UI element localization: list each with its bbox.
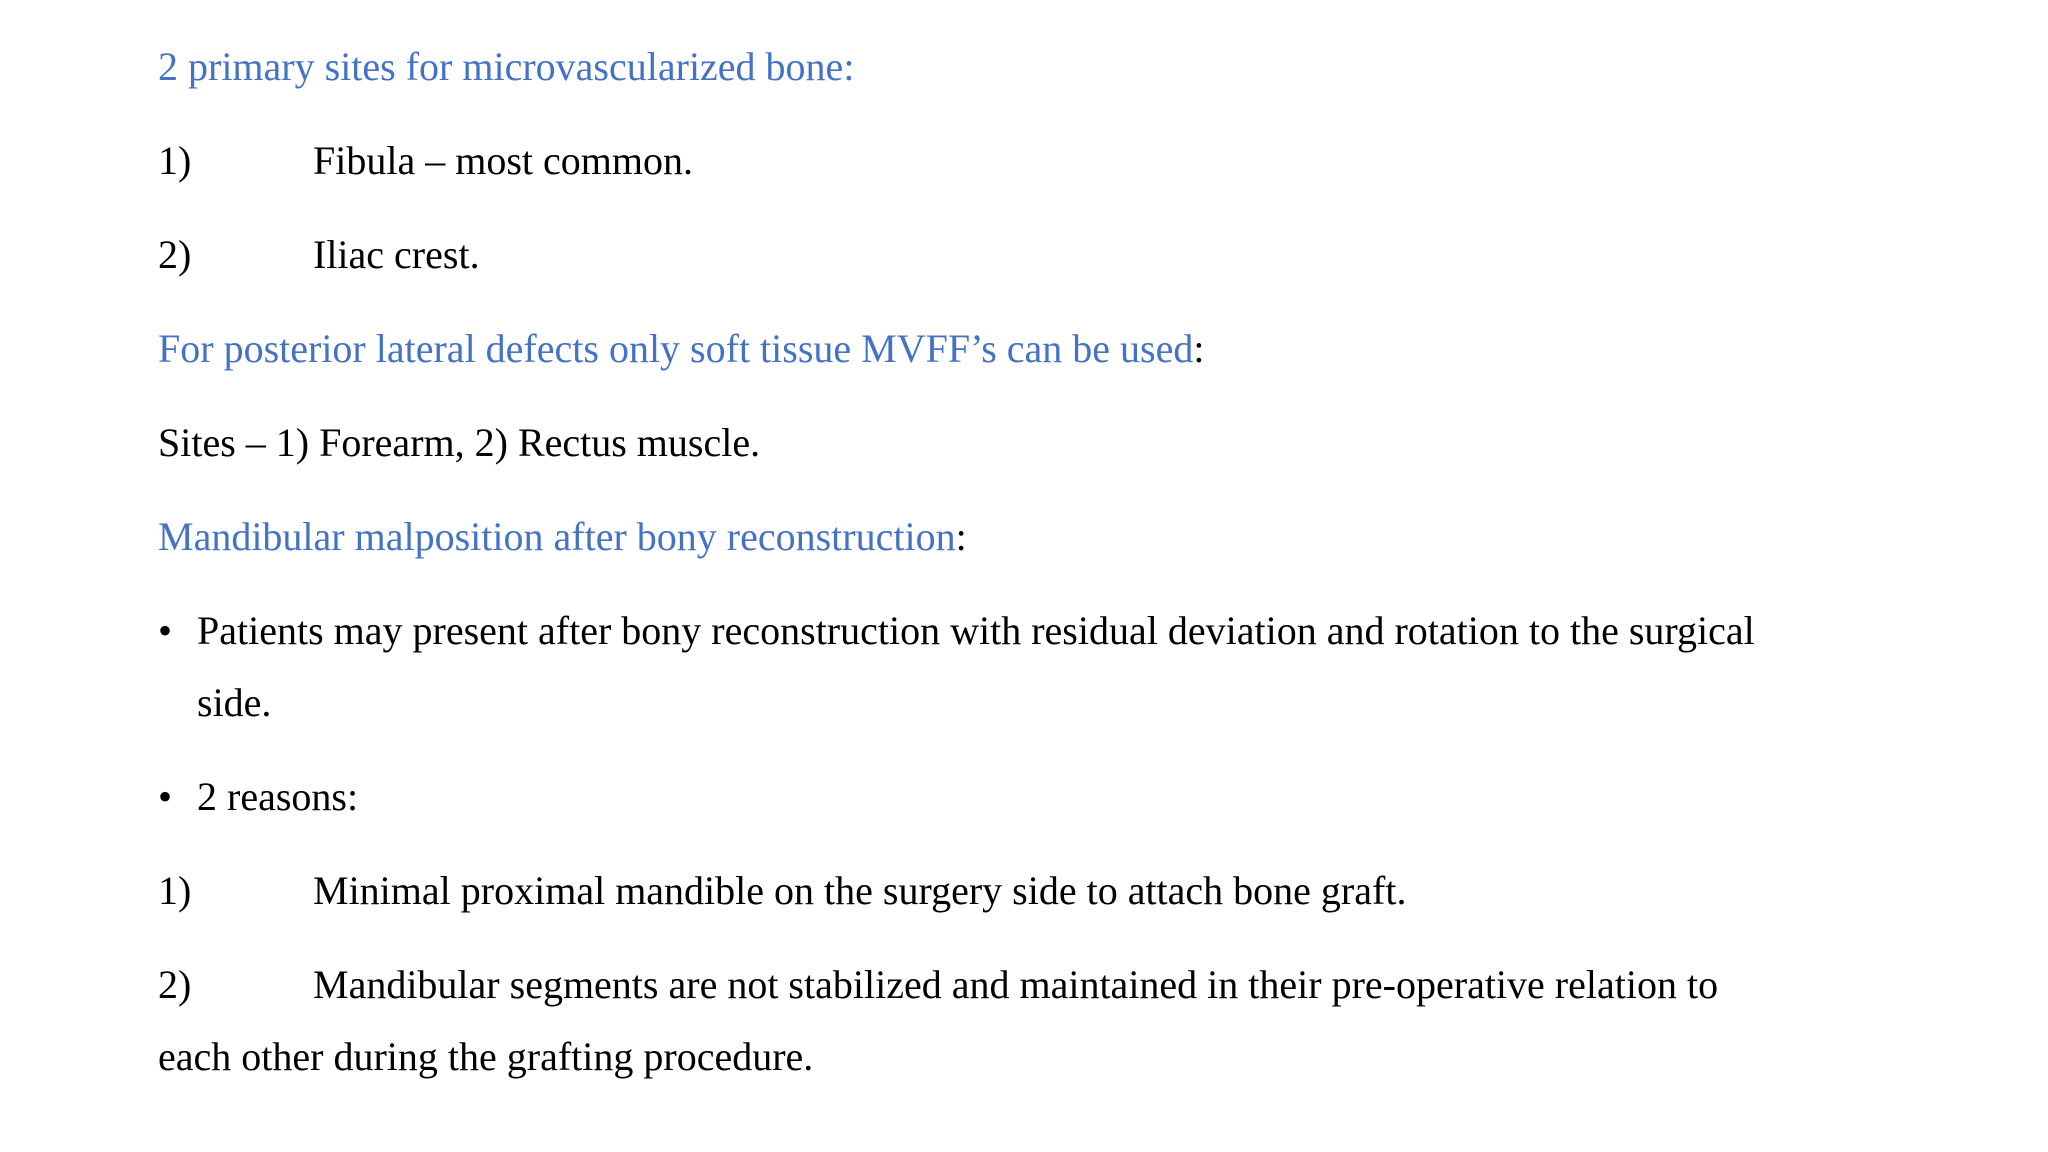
bullet-text: 2 reasons: [197, 774, 359, 819]
list-text-continuation: each other during the grafting procedure. [158, 1034, 814, 1079]
bullet-text-continuation: side. [197, 680, 272, 725]
list-number: 2) [158, 962, 192, 1007]
heading-text: Mandibular malposition after bony reconstruction [158, 514, 956, 559]
heading-text: For posterior lateral defects only soft tissue MVFF’s can be used [158, 326, 1194, 371]
sites-line: Sites – 1) Forearm, 2) Rectus muscle. [158, 420, 761, 465]
list-text: Iliac crest. [313, 232, 480, 277]
list-number: 1) [158, 868, 192, 913]
heading-colon: : [955, 514, 967, 559]
heading-posterior-lateral-defects [158, 325, 1205, 373]
bullet-glyph: • [158, 608, 173, 653]
heading-colon: : [1193, 326, 1205, 371]
list-number: 2) [158, 232, 192, 277]
heading-mandibular-malposition [158, 513, 967, 561]
bullet-glyph: • [158, 774, 173, 819]
list-text: Minimal proximal mandible on the surgery side to attach bone graft. [313, 868, 1407, 913]
list-number: 1) [158, 138, 192, 183]
list-text: Mandibular segments are not stabilized and maintained in their pre-operative relation to [313, 962, 1719, 1007]
heading-microvascularized-bone: 2 primary sites for microvascularized bone: [158, 44, 855, 89]
bullet-text: Patients may present after bony reconstruction with residual deviation and rotation to the surgical [197, 608, 1755, 653]
list-text: Fibula – most common. [313, 138, 693, 183]
